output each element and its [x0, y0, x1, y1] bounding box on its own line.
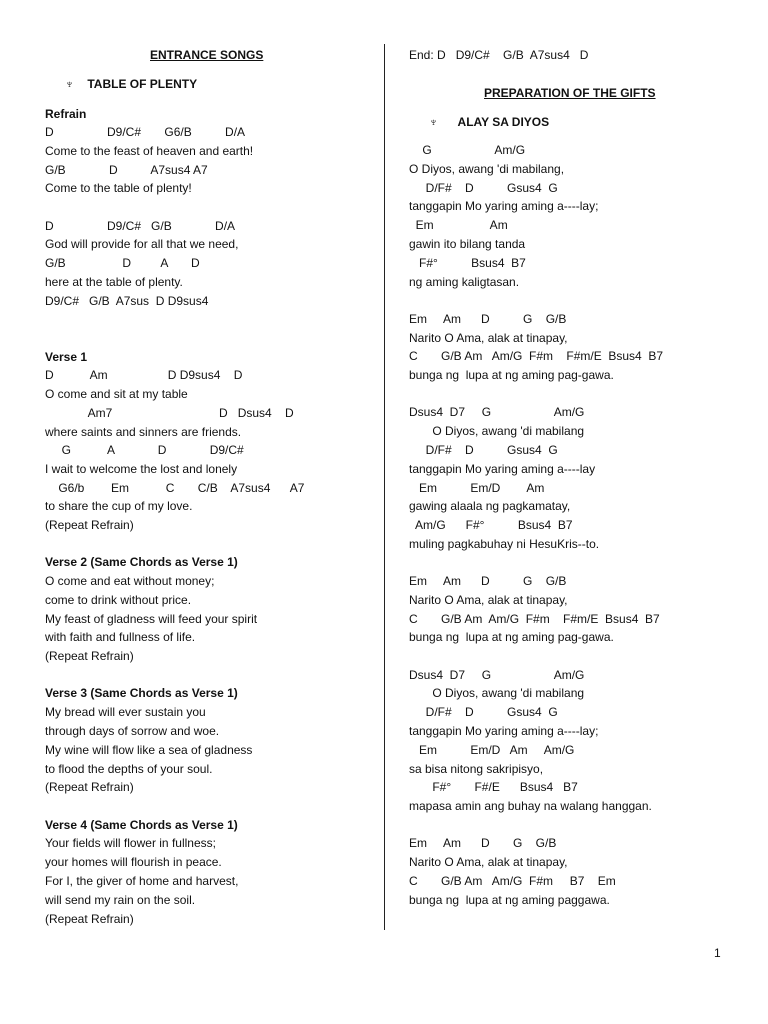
chord-line: G/B D A D [45, 256, 200, 270]
chord-line: D/F# D Gsus4 G [409, 181, 558, 195]
lyric-line: O Diyos, awang 'di mabilang, [409, 162, 565, 176]
chord-line: Em Am [409, 218, 508, 232]
lyric-line: muling pagkabuhay ni HesuKris--to. [409, 537, 600, 551]
lyric-line: to share the cup of my love. [45, 499, 193, 513]
chord-line: Em Am D G G/B [409, 312, 567, 326]
lyric-line: My feast of gladness will feed your spirit [45, 612, 258, 626]
chord-line: Em Em/D Am [409, 481, 545, 495]
refrain-label: Refrain [45, 107, 87, 121]
section-heading-preparation-of-the-gifts: PREPARATION OF THE GIFTS [484, 86, 656, 100]
lyric-line: O Diyos, awang 'di mabilang [409, 686, 585, 700]
lyric-line: Come to the table of plenty! [45, 181, 192, 195]
chord-line: F#° F#/E Bsus4 B7 [409, 780, 578, 794]
chord-line: D/F# D Gsus4 G [409, 443, 558, 457]
column-divider [384, 44, 385, 930]
chord-line: Am/G F#° Bsus4 B7 [409, 518, 573, 532]
chord-line: Dsus4 D7 G Am/G [409, 405, 585, 419]
chord-line: C G/B Am Am/G F#m B7 Em [409, 874, 616, 888]
lyric-line: Narito O Ama, alak at tinapay, [409, 855, 568, 869]
repeat-refrain-note: (Repeat Refrain) [45, 518, 134, 532]
song-title-alay-sa-diyos: ♆ ALAY SA DIYOS [429, 115, 550, 129]
lyric-line: through days of sorrow and woe. [45, 724, 220, 738]
lyric-line: O Diyos, awang 'di mabilang [409, 424, 585, 438]
lyric-line: bunga ng lupa at ng aming paggawa. [409, 893, 610, 907]
lyric-line: Narito O Ama, alak at tinapay, [409, 331, 568, 345]
lyric-line: My wine will flow like a sea of gladness [45, 743, 253, 757]
lyric-line: For I, the giver of home and harvest, [45, 874, 239, 888]
chord-line: G/B D A7sus4 A7 [45, 163, 208, 177]
lyric-line: O come and sit at my table [45, 387, 188, 401]
chord-line: C G/B Am Am/G F#m F#m/E Bsus4 B7 [409, 612, 660, 626]
lyric-line: tanggapin Mo yaring aming a----lay; [409, 199, 599, 213]
verse-4-label: Verse 4 (Same Chords as Verse 1) [45, 818, 238, 832]
lyric-line: Narito O Ama, alak at tinapay, [409, 593, 568, 607]
chord-line: D/F# D Gsus4 G [409, 705, 558, 719]
lyric-line: where saints and sinners are friends. [45, 425, 242, 439]
verse-3-label: Verse 3 (Same Chords as Verse 1) [45, 686, 238, 700]
chord-line: F#° Bsus4 B7 [409, 256, 526, 270]
chord-line: Am7 D Dsus4 D [45, 406, 294, 420]
lyric-line: here at the table of plenty. [45, 275, 183, 289]
verse-2-label: Verse 2 (Same Chords as Verse 1) [45, 555, 238, 569]
chord-line: Em Em/D Am Am/G [409, 743, 575, 757]
lyric-line: with faith and fullness of life. [45, 630, 196, 644]
lyric-line: to flood the depths of your soul. [45, 762, 213, 776]
lyric-line: ng aming kaligtasan. [409, 275, 520, 289]
lyric-line: Your fields will flower in fullness; [45, 836, 216, 850]
lyric-line: come to drink without price. [45, 593, 192, 607]
lyric-line: gawin ito bilang tanda [409, 237, 526, 251]
chord-line: D D9/C# G6/B D/A [45, 125, 246, 139]
chord-line: Em Am D G G/B [409, 836, 557, 850]
section-heading-entrance-songs: ENTRANCE SONGS [150, 48, 264, 62]
lyric-line: gawing alaala ng pagkamatay, [409, 499, 571, 513]
lyric-line: bunga ng lupa at ng aming pag-gawa. [409, 368, 614, 382]
repeat-refrain-note: (Repeat Refrain) [45, 912, 134, 926]
chord-line: G Am/G [409, 143, 526, 157]
chord-line: C G/B Am Am/G F#m F#m/E Bsus4 B7 [409, 349, 664, 363]
page-number: 1 [714, 946, 721, 960]
chord-line: Dsus4 D7 G Am/G [409, 668, 585, 682]
lyric-line: sa bisa nitong sakripisyo, [409, 762, 544, 776]
lyric-line: O come and eat without money; [45, 574, 215, 588]
chord-line: D Am D D9sus4 D [45, 368, 243, 382]
repeat-refrain-note: (Repeat Refrain) [45, 780, 134, 794]
chord-line: D D9/C# G/B D/A [45, 219, 236, 233]
lyric-line: Come to the feast of heaven and earth! [45, 144, 254, 158]
chord-line: D9/C# G/B A7sus D D9sus4 [45, 294, 209, 308]
lyric-line: tanggapin Mo yaring aming a----lay [409, 462, 596, 476]
chord-line: Em Am D G G/B [409, 574, 567, 588]
lyric-line: God will provide for all that we need, [45, 237, 239, 251]
chord-line: G6/b Em C C/B A7sus4 A7 [45, 481, 305, 495]
lyric-line: I wait to welcome the lost and lonely [45, 462, 238, 476]
lyric-line: your homes will flourish in peace. [45, 855, 222, 869]
lyric-line: My bread will ever sustain you [45, 705, 206, 719]
lyric-line: bunga ng lupa at ng aming pag-gawa. [409, 630, 614, 644]
verse-1-label: Verse 1 [45, 350, 88, 364]
song-title-table-of-plenty: ♆ TABLE OF PLENTY [65, 77, 198, 91]
lyric-line: mapasa amin ang buhay na walang hanggan. [409, 799, 652, 813]
repeat-refrain-note: (Repeat Refrain) [45, 649, 134, 663]
ending-chord-line: End: D D9/C# G/B A7sus4 D [409, 48, 589, 62]
lyric-line: tanggapin Mo yaring aming a----lay; [409, 724, 599, 738]
lyric-line: will send my rain on the soil. [45, 893, 196, 907]
chord-line: G A D D9/C# [45, 443, 244, 457]
